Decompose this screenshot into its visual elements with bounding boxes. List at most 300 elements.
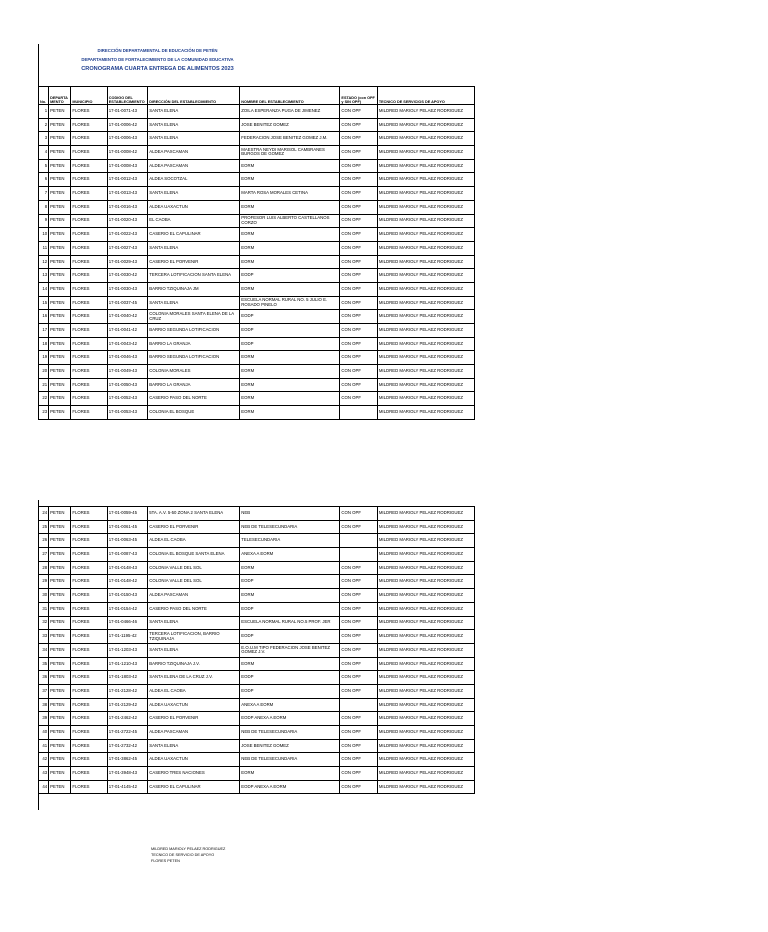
signature-role: TECNICO DE SERVICIO DE APOYO (151, 853, 215, 857)
cell-departamento: PETEN (49, 726, 71, 740)
cell-estado: CON OPF (340, 753, 377, 767)
cell-codigo: 17-01-0029-43 (107, 255, 147, 269)
cell-row-number: 38 (39, 698, 49, 712)
cell-departamento: PETEN (49, 392, 71, 406)
table-row (39, 630, 475, 644)
cell-direccion: CASERIO TRES NACIONES (148, 767, 240, 781)
cell-direccion: ALDEA UAXACTUN (148, 698, 240, 712)
cell-municipio: FLORES (71, 337, 107, 351)
table-row (39, 296, 475, 310)
cell-tecnico: MILDRED MARIOLY PELAEZ RODRIGUEZ (377, 767, 474, 781)
cell-municipio: FLORES (71, 173, 107, 187)
cell-tecnico: MILDRED MARIOLY PELAEZ RODRIGUEZ (377, 753, 474, 767)
cell-codigo: 17-01-0046-43 (107, 351, 147, 365)
cell-departamento: PETEN (49, 406, 71, 420)
cell-nombre: EODP (240, 671, 340, 685)
cell-direccion: COLONIA EL BOSQUE (148, 406, 240, 420)
cell-direccion: EL CAOBA (148, 214, 240, 228)
cell-codigo: 17-01-2722-45 (107, 726, 147, 740)
cell-municipio: FLORES (71, 589, 107, 603)
cell-row-number: 4 (39, 146, 49, 160)
cell-municipio: FLORES (71, 159, 107, 173)
cell-tecnico: MILDRED MARIOLY PELAEZ RODRIGUEZ (377, 589, 474, 603)
table-row (39, 739, 475, 753)
cell-tecnico: MILDRED MARIOLY PELAEZ RODRIGUEZ (377, 602, 474, 616)
cell-municipio: FLORES (71, 146, 107, 160)
cell-municipio: FLORES (71, 657, 107, 671)
column-header-estado: ESTADO (con OPF y SIN OPF) (340, 87, 377, 105)
cell-nombre: MARTA ROSA MORALES CETINA (240, 187, 340, 201)
cell-municipio: FLORES (71, 698, 107, 712)
cell-tecnico: MILDRED MARIOLY PELAEZ RODRIGUEZ (377, 228, 474, 242)
cell-row-number: 15 (39, 296, 49, 310)
table-row (39, 726, 475, 740)
table-header-row (39, 87, 475, 105)
column-header-direccion: DIRECCIÓN DEL ESTABLECIMIENTO (148, 87, 240, 105)
cell-estado: CON OPF (340, 378, 377, 392)
cell-direccion: COLONIA MORALES SANTA ELENA DE LA CRUZ (148, 310, 240, 324)
signature-name: MILDRED MARIOLY PELAEZ RODRIGUEZ (151, 847, 226, 851)
cell-tecnico: MILDRED MARIOLY PELAEZ RODRIGUEZ (377, 118, 474, 132)
cell-nombre: EODP (240, 337, 340, 351)
cell-direccion: SANTA ELENA (148, 187, 240, 201)
cell-nombre: EORM (240, 351, 340, 365)
cell-codigo: 17-01-0148-42 (107, 575, 147, 589)
cell-municipio: FLORES (71, 548, 107, 562)
cell-tecnico: MILDRED MARIOLY PELAEZ RODRIGUEZ (377, 684, 474, 698)
table-row (39, 616, 475, 630)
cell-direccion: CASERIO EL PORVENIR (148, 255, 240, 269)
cell-municipio: FLORES (71, 378, 107, 392)
cell-row-number: 12 (39, 255, 49, 269)
cell-nombre: NEB (240, 507, 340, 521)
cell-nombre: EORM (240, 228, 340, 242)
table-row (39, 780, 475, 794)
cell-direccion: CASERIO EL PORVENIR (148, 520, 240, 534)
cell-municipio: FLORES (71, 228, 107, 242)
table-row (39, 698, 475, 712)
table-row (39, 337, 475, 351)
cell-tecnico: MILDRED MARIOLY PELAEZ RODRIGUEZ (377, 282, 474, 296)
cell-estado: CON OPF (340, 241, 377, 255)
cell-estado: CON OPF (340, 726, 377, 740)
cell-estado: CON OPF (340, 561, 377, 575)
table-row (39, 241, 475, 255)
table-row (39, 520, 475, 534)
cell-municipio: FLORES (71, 310, 107, 324)
cell-row-number: 29 (39, 575, 49, 589)
cell-municipio: FLORES (71, 214, 107, 228)
cell-municipio: FLORES (71, 324, 107, 338)
cell-tecnico: MILDRED MARIOLY PELAEZ RODRIGUEZ (377, 534, 474, 548)
cell-tecnico: MILDRED MARIOLY PELAEZ RODRIGUEZ (377, 269, 474, 283)
cell-codigo: 17-01-0043-42 (107, 337, 147, 351)
cell-estado: CON OPF (340, 671, 377, 685)
cell-codigo: 17-01-0050-43 (107, 378, 147, 392)
cell-row-number: 11 (39, 241, 49, 255)
cell-departamento: PETEN (49, 159, 71, 173)
cell-nombre: EODP (240, 310, 340, 324)
cell-codigo: 17-01-2129-42 (107, 698, 147, 712)
header-line-1: DIRECCIÓN DEPARTAMENTAL DE EDUCACIÓN DE PETÉN (97, 48, 218, 53)
cell-row-number: 6 (39, 173, 49, 187)
cell-nombre: ESCUELA NORMAL RURAL NO. 5 JULIO E. ROSADO PINELO (240, 296, 340, 310)
cell-estado: CON OPF (340, 269, 377, 283)
cell-nombre: EODP (240, 602, 340, 616)
cell-municipio: FLORES (71, 561, 107, 575)
cell-direccion: SANTA ELENA (148, 118, 240, 132)
cell-estado: CON OPF (340, 118, 377, 132)
cell-nombre: EORM (240, 657, 340, 671)
cell-codigo: 17-01-0041-42 (107, 324, 147, 338)
cell-estado (340, 406, 377, 420)
cell-nombre: EORM (240, 378, 340, 392)
cell-row-number: 21 (39, 378, 49, 392)
cell-direccion: TERCERA LOTIFICACION SANTA ELENA (148, 269, 240, 283)
cell-tecnico: MILDRED MARIOLY PELAEZ RODRIGUEZ (377, 351, 474, 365)
cell-codigo: 17-01-0071-43 (107, 105, 147, 119)
column-header-no: No. (39, 87, 49, 105)
table-row (39, 406, 475, 420)
cell-nombre: FEDERACION JOSE BENITEZ GOMEZ J.M. (240, 132, 340, 146)
cell-municipio: FLORES (71, 671, 107, 685)
column-header-nombre: NOMBRE DEL ESTABLECIMIENTO (240, 87, 340, 105)
cell-direccion: SANTA ELENA (148, 132, 240, 146)
cell-departamento: PETEN (49, 671, 71, 685)
column-header-codigo: CODIGO DEL ESTABLECIMIENTO (107, 87, 147, 105)
cell-direccion: COLONIA VALLE DEL SOL (148, 561, 240, 575)
cell-direccion: ALDEA SOCOTZAL (148, 173, 240, 187)
cell-row-number: 22 (39, 392, 49, 406)
cell-nombre: NEB DE TELESECUNDARIA (240, 726, 340, 740)
cell-direccion: SANTA ELENA (148, 643, 240, 657)
table-row (39, 753, 475, 767)
cell-municipio: FLORES (71, 255, 107, 269)
table-row (39, 118, 475, 132)
cell-row-number: 43 (39, 767, 49, 781)
cell-municipio: FLORES (71, 630, 107, 644)
table-row (39, 310, 475, 324)
cell-tecnico: MILDRED MARIOLY PELAEZ RODRIGUEZ (377, 726, 474, 740)
cell-departamento: PETEN (49, 520, 71, 534)
cell-row-number: 36 (39, 671, 49, 685)
schedule-table-part-1 (38, 86, 475, 420)
cell-direccion: SANTA ELENA (148, 616, 240, 630)
cell-nombre: ANEXA A EORM (240, 698, 340, 712)
cell-direccion: ALDEA EL CAOBA (148, 534, 240, 548)
cell-nombre: JOSE BENITEZ GOMEZ (240, 739, 340, 753)
cell-departamento: PETEN (49, 105, 71, 119)
cell-direccion: SANTA ELENA (148, 739, 240, 753)
cell-tecnico: MILDRED MARIOLY PELAEZ RODRIGUEZ (377, 241, 474, 255)
cell-departamento: PETEN (49, 602, 71, 616)
table-row (39, 589, 475, 603)
cell-nombre: ZOILA ESPERANZA PUGA DE JIMENEZ (240, 105, 340, 119)
cell-departamento: PETEN (49, 780, 71, 794)
cell-tecnico: MILDRED MARIOLY PELAEZ RODRIGUEZ (377, 507, 474, 521)
cell-codigo: 17-01-0154-42 (107, 602, 147, 616)
cell-row-number: 3 (39, 132, 49, 146)
table-row (39, 643, 475, 657)
cell-row-number: 8 (39, 200, 49, 214)
cell-tecnico: MILDRED MARIOLY PELAEZ RODRIGUEZ (377, 520, 474, 534)
cell-nombre: EORM (240, 159, 340, 173)
cell-departamento: PETEN (49, 132, 71, 146)
cell-estado: CON OPF (340, 214, 377, 228)
cell-tecnico: MILDRED MARIOLY PELAEZ RODRIGUEZ (377, 296, 474, 310)
table-row (39, 146, 475, 160)
table-row (39, 671, 475, 685)
cell-codigo: 17-01-0008-43 (107, 159, 147, 173)
cell-estado: CON OPF (340, 616, 377, 630)
cell-departamento: PETEN (49, 575, 71, 589)
cell-tecnico: MILDRED MARIOLY PELAEZ RODRIGUEZ (377, 406, 474, 420)
cell-direccion: CASERIO EL PORVENIR (148, 712, 240, 726)
cell-estado: CON OPF (340, 630, 377, 644)
cell-codigo: 17-01-2462-42 (107, 712, 147, 726)
schedule-table-part-2 (38, 506, 475, 794)
cell-estado: CON OPF (340, 146, 377, 160)
cell-estado: CON OPF (340, 507, 377, 521)
cell-estado: CON OPF (340, 589, 377, 603)
cell-nombre: TELESECUNDARIA (240, 534, 340, 548)
cell-row-number: 44 (39, 780, 49, 794)
cell-tecnico: MILDRED MARIOLY PELAEZ RODRIGUEZ (377, 712, 474, 726)
cell-nombre: EORM (240, 561, 340, 575)
cell-direccion: ALDEA PAXCAMAN (148, 726, 240, 740)
column-header-departamento: DEPARTA MENTO (49, 87, 71, 105)
cell-codigo: 17-01-0013-43 (107, 187, 147, 201)
table-row (39, 602, 475, 616)
cell-tecnico: MILDRED MARIOLY PELAEZ RODRIGUEZ (377, 200, 474, 214)
cell-codigo: 17-01-0030-43 (107, 282, 147, 296)
cell-direccion: ALDEA EL CAOBA (148, 684, 240, 698)
cell-municipio: FLORES (71, 753, 107, 767)
cell-tecnico: MILDRED MARIOLY PELAEZ RODRIGUEZ (377, 392, 474, 406)
cell-codigo: 17-01-0040-42 (107, 310, 147, 324)
cell-departamento: PETEN (49, 698, 71, 712)
cell-codigo: 17-01-0148-43 (107, 561, 147, 575)
cell-tecnico: MILDRED MARIOLY PELAEZ RODRIGUEZ (377, 561, 474, 575)
cell-direccion: BARRIO TZIQUINAJA JM (148, 282, 240, 296)
cell-direccion: COLONIA EL BOSQUE SANTA ELENA (148, 548, 240, 562)
cell-estado: CON OPF (340, 643, 377, 657)
cell-municipio: FLORES (71, 534, 107, 548)
cell-municipio: FLORES (71, 602, 107, 616)
cell-direccion: BARRIO LA GRANJA (148, 337, 240, 351)
table-row (39, 214, 475, 228)
cell-municipio: FLORES (71, 643, 107, 657)
cell-nombre: EORM (240, 255, 340, 269)
cell-nombre: NEB DE TELESECUNDARIA (240, 520, 340, 534)
cell-row-number: 40 (39, 726, 49, 740)
cell-nombre: EORM (240, 282, 340, 296)
cell-tecnico: MILDRED MARIOLY PELAEZ RODRIGUEZ (377, 657, 474, 671)
table-row (39, 378, 475, 392)
cell-row-number: 19 (39, 351, 49, 365)
cell-row-number: 28 (39, 561, 49, 575)
cell-row-number: 25 (39, 520, 49, 534)
cell-departamento: PETEN (49, 630, 71, 644)
cell-direccion: 5TA. A.V. 5-50 ZONA 2 SANTA ELENA (148, 507, 240, 521)
cell-estado: CON OPF (340, 296, 377, 310)
cell-row-number: 9 (39, 214, 49, 228)
cell-departamento: PETEN (49, 643, 71, 657)
cell-direccion: BARRIO SEGUNDA LOTIFICACION (148, 351, 240, 365)
cell-municipio: FLORES (71, 726, 107, 740)
cell-row-number: 14 (39, 282, 49, 296)
cell-municipio: FLORES (71, 351, 107, 365)
cell-nombre: JOSE BENITEZ GOMEZ (240, 118, 340, 132)
cell-direccion: CASERIO PASO DEL NORTE (148, 392, 240, 406)
cell-codigo: 17-01-0053-43 (107, 406, 147, 420)
cell-row-number: 10 (39, 228, 49, 242)
cell-tecnico: MILDRED MARIOLY PELAEZ RODRIGUEZ (377, 255, 474, 269)
header-line-2: DEPARTAMENTO DE FORTALECIMIENTO DE LA COMUNIDAD EDUCATIVA (81, 57, 234, 62)
cell-row-number: 31 (39, 602, 49, 616)
cell-direccion: COLONIA VALLE DEL SOL (148, 575, 240, 589)
cell-row-number: 5 (39, 159, 49, 173)
cell-estado: CON OPF (340, 173, 377, 187)
cell-departamento: PETEN (49, 324, 71, 338)
cell-departamento: PETEN (49, 146, 71, 160)
cell-departamento: PETEN (49, 684, 71, 698)
cell-departamento: PETEN (49, 118, 71, 132)
cell-codigo: 17-01-1195-42 (107, 630, 147, 644)
cell-tecnico: MILDRED MARIOLY PELAEZ RODRIGUEZ (377, 214, 474, 228)
cell-estado: CON OPF (340, 159, 377, 173)
cell-row-number: 2 (39, 118, 49, 132)
cell-departamento: PETEN (49, 712, 71, 726)
cell-codigo: 17-01-0022-43 (107, 228, 147, 242)
cell-row-number: 24 (39, 507, 49, 521)
table-row (39, 561, 475, 575)
cell-codigo: 17-01-0037-45 (107, 296, 147, 310)
cell-municipio: FLORES (71, 200, 107, 214)
cell-direccion: CASERIO PASO DEL NORTE (148, 602, 240, 616)
cell-codigo: 17-01-0150-43 (107, 589, 147, 603)
cell-municipio: FLORES (71, 684, 107, 698)
cell-row-number: 17 (39, 324, 49, 338)
cell-codigo: 17-01-2128-42 (107, 684, 147, 698)
cell-departamento: PETEN (49, 282, 71, 296)
cell-direccion: SANTA ELENA (148, 105, 240, 119)
cell-estado: CON OPF (340, 780, 377, 794)
cell-tecnico: MILDRED MARIOLY PELAEZ RODRIGUEZ (377, 310, 474, 324)
cell-tecnico: MILDRED MARIOLY PELAEZ RODRIGUEZ (377, 324, 474, 338)
table-row (39, 132, 475, 146)
cell-municipio: FLORES (71, 365, 107, 379)
cell-departamento: PETEN (49, 228, 71, 242)
cell-tecnico: MILDRED MARIOLY PELAEZ RODRIGUEZ (377, 575, 474, 589)
cell-departamento: PETEN (49, 534, 71, 548)
cell-tecnico: MILDRED MARIOLY PELAEZ RODRIGUEZ (377, 337, 474, 351)
cell-row-number: 34 (39, 643, 49, 657)
cell-row-number: 35 (39, 657, 49, 671)
cell-direccion: CASERIO EL CAPULINAR (148, 780, 240, 794)
cell-departamento: PETEN (49, 739, 71, 753)
cell-tecnico: MILDRED MARIOLY PELAEZ RODRIGUEZ (377, 616, 474, 630)
cell-municipio: FLORES (71, 712, 107, 726)
cell-nombre: ESCUELA NORMAL RURAL NO.5 PROF. JER (240, 616, 340, 630)
cell-tecnico: MILDRED MARIOLY PELAEZ RODRIGUEZ (377, 378, 474, 392)
cell-departamento: PETEN (49, 561, 71, 575)
cell-tecnico: MILDRED MARIOLY PELAEZ RODRIGUEZ (377, 671, 474, 685)
cell-codigo: 17-01-2732-42 (107, 739, 147, 753)
table-row (39, 365, 475, 379)
table-row (39, 507, 475, 521)
cell-row-number: 20 (39, 365, 49, 379)
cell-codigo: 17-01-0006-42 (107, 118, 147, 132)
cell-nombre: EODP (240, 324, 340, 338)
cell-tecnico: MILDRED MARIOLY PELAEZ RODRIGUEZ (377, 159, 474, 173)
table-row (39, 105, 475, 119)
cell-codigo: 17-01-0008-42 (107, 146, 147, 160)
table-row (39, 712, 475, 726)
cell-municipio: FLORES (71, 296, 107, 310)
cell-estado: CON OPF (340, 228, 377, 242)
cell-nombre: E.O.U.M TIPO FEDERACION JOSE BENITEZ GOMEZ J.V. (240, 643, 340, 657)
cell-codigo: 17-01-1210-43 (107, 657, 147, 671)
table-row (39, 534, 475, 548)
cell-direccion: ALDEA UAXACTUN (148, 753, 240, 767)
cell-municipio: FLORES (71, 739, 107, 753)
cell-row-number: 42 (39, 753, 49, 767)
cell-nombre: EODP ANEXA A EORM (240, 780, 340, 794)
cell-direccion: ALDEA PAXCAMAN (148, 589, 240, 603)
cell-departamento: PETEN (49, 767, 71, 781)
cell-nombre: EORM (240, 365, 340, 379)
table-row (39, 548, 475, 562)
cell-municipio: FLORES (71, 767, 107, 781)
cell-direccion: ALDEA PAXCAMAN (148, 159, 240, 173)
page-title: CRONOGRAMA CUARTA ENTREGA DE ALIMENTOS 2023 (81, 66, 234, 72)
cell-nombre: EODP ANEXA A EORM (240, 712, 340, 726)
cell-nombre: EORM (240, 173, 340, 187)
cell-direccion: ALDEA UAXACTUN (148, 200, 240, 214)
cell-municipio: FLORES (71, 132, 107, 146)
cell-departamento: PETEN (49, 507, 71, 521)
cell-tecnico: MILDRED MARIOLY PELAEZ RODRIGUEZ (377, 780, 474, 794)
cell-direccion: BARRIO LA GRANJA (148, 378, 240, 392)
table-row (39, 187, 475, 201)
cell-codigo: 17-01-4145-42 (107, 780, 147, 794)
cell-tecnico: MILDRED MARIOLY PELAEZ RODRIGUEZ (377, 105, 474, 119)
cell-row-number: 37 (39, 684, 49, 698)
cell-row-number: 23 (39, 406, 49, 420)
cell-nombre: EODP (240, 575, 340, 589)
cell-row-number: 1 (39, 105, 49, 119)
cell-estado: CON OPF (340, 105, 377, 119)
table-row (39, 392, 475, 406)
cell-codigo: 17-01-0016-43 (107, 200, 147, 214)
cell-municipio: FLORES (71, 780, 107, 794)
cell-estado: CON OPF (340, 310, 377, 324)
cell-direccion: CASERIO EL CAPULINAR (148, 228, 240, 242)
cell-departamento: PETEN (49, 255, 71, 269)
cell-codigo: 17-01-0061-45 (107, 520, 147, 534)
cell-departamento: PETEN (49, 200, 71, 214)
cell-municipio: FLORES (71, 575, 107, 589)
cell-departamento: PETEN (49, 548, 71, 562)
cell-estado: CON OPF (340, 575, 377, 589)
cell-tecnico: MILDRED MARIOLY PELAEZ RODRIGUEZ (377, 173, 474, 187)
cell-departamento: PETEN (49, 173, 71, 187)
cell-codigo: 17-01-0063-45 (107, 534, 147, 548)
cell-row-number: 41 (39, 739, 49, 753)
cell-municipio: FLORES (71, 406, 107, 420)
cell-departamento: PETEN (49, 351, 71, 365)
